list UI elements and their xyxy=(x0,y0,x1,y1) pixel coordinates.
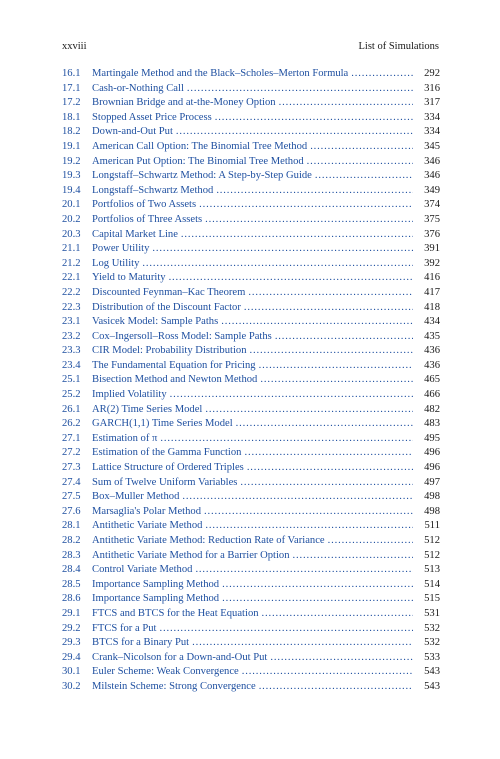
dot-leader xyxy=(244,301,413,316)
dot-leader xyxy=(259,680,413,695)
toc-entry[interactable] xyxy=(62,125,440,140)
entry-number[interactable]: 22.3 xyxy=(62,301,81,313)
entry-number[interactable]: 23.3 xyxy=(62,345,81,357)
entry-title-link[interactable]: Milstein Scheme: Strong Convergence xyxy=(92,680,256,692)
entry-title-link[interactable]: Longstaff–Schwartz Method: A Step-by-Step Guide xyxy=(92,170,312,182)
entry-page-number: 498 xyxy=(424,491,440,503)
dot-leader xyxy=(259,359,413,374)
entry-number[interactable]: 27.6 xyxy=(62,505,81,517)
entry-number[interactable]: 20.1 xyxy=(62,199,81,211)
toc-entry[interactable] xyxy=(62,417,440,432)
dot-leader xyxy=(222,592,413,607)
toc-entry[interactable] xyxy=(62,534,440,549)
dot-leader xyxy=(216,184,413,199)
entry-page-number: 532 xyxy=(424,637,440,649)
toc-entry[interactable] xyxy=(62,330,440,345)
entry-title-link[interactable]: The Fundamental Equation for Pricing xyxy=(92,359,256,371)
dot-leader xyxy=(160,432,413,447)
entry-number[interactable]: 29.1 xyxy=(62,607,81,619)
entry-title-link[interactable]: Implied Volatility xyxy=(92,389,167,401)
toc-entry[interactable] xyxy=(62,563,440,578)
entry-title-link[interactable]: Discounted Feynman–Kac Theorem xyxy=(92,286,246,298)
dot-leader xyxy=(221,315,413,330)
entry-number[interactable]: 19.4 xyxy=(62,184,81,196)
entry-number[interactable]: 17.1 xyxy=(62,82,81,94)
entry-page-number: 392 xyxy=(424,257,440,269)
entry-number[interactable]: 22.2 xyxy=(62,286,81,298)
toc-entry[interactable] xyxy=(62,301,440,316)
dot-leader xyxy=(250,344,414,359)
dot-leader xyxy=(176,125,413,140)
entry-page-number: 416 xyxy=(424,272,440,284)
dot-leader xyxy=(242,665,413,680)
entry-title-link[interactable]: Log Utility xyxy=(92,257,140,269)
entry-page-number: 533 xyxy=(424,651,440,663)
toc-entry[interactable] xyxy=(62,665,440,680)
entry-title-link[interactable]: GARCH(1,1) Time Series Model xyxy=(92,418,233,430)
entry-number[interactable]: 29.3 xyxy=(62,637,81,649)
entry-number[interactable]: 25.2 xyxy=(62,389,81,401)
entry-page-number: 375 xyxy=(424,213,440,225)
entry-number[interactable]: 17.2 xyxy=(62,97,81,109)
entry-title-link[interactable]: Importance Sampling Method xyxy=(92,593,220,605)
entry-number[interactable]: 27.5 xyxy=(62,491,81,503)
entry-page-number: 532 xyxy=(424,622,440,634)
dot-leader xyxy=(204,505,413,520)
toc-entry[interactable] xyxy=(62,140,440,155)
entry-page-number: 513 xyxy=(424,564,440,576)
entry-number[interactable]: 23.4 xyxy=(62,359,81,371)
entry-page-number: 434 xyxy=(424,316,440,328)
entry-number[interactable]: 21.1 xyxy=(62,243,81,255)
toc-entry[interactable] xyxy=(62,505,440,520)
entry-title-link[interactable]: Importance Sampling Method xyxy=(92,578,220,590)
header-page-number: xxviii xyxy=(62,41,87,52)
entry-title-link[interactable]: Antithetic Variate Method: Reduction Rate of Variance xyxy=(92,535,325,546)
entry-number[interactable]: 20.3 xyxy=(62,228,81,240)
toc-entry[interactable] xyxy=(62,592,440,607)
dot-leader xyxy=(279,96,413,111)
toc-entry[interactable] xyxy=(62,622,440,637)
entry-title-link[interactable]: CIR Model: Probability Distribution xyxy=(92,345,247,357)
entry-number[interactable]: 28.2 xyxy=(62,535,81,546)
entry-page-number: 376 xyxy=(424,228,440,240)
entry-title-link[interactable]: Portfolios of Three Assets xyxy=(92,213,203,225)
entry-number[interactable]: 21.2 xyxy=(62,257,81,269)
entry-number[interactable]: 28.5 xyxy=(62,578,81,590)
entry-number[interactable]: 27.2 xyxy=(62,447,81,459)
toc-entry[interactable] xyxy=(62,519,440,534)
dot-leader xyxy=(222,578,413,593)
entry-page-number: 465 xyxy=(424,374,440,386)
dot-leader xyxy=(240,476,413,491)
toc-entry[interactable] xyxy=(62,403,440,418)
entry-title-link[interactable]: Cash-or-Nothing Call xyxy=(92,82,184,94)
entry-title-link[interactable]: Antithetic Variate Method xyxy=(92,520,203,532)
entry-page-number: 512 xyxy=(424,549,440,561)
toc-entry[interactable] xyxy=(62,111,440,126)
entry-title-link[interactable]: Cox–Ingersoll–Ross Model: Sample Paths xyxy=(92,330,272,342)
entry-title-link[interactable]: Box–Muller Method xyxy=(92,491,180,503)
dot-leader xyxy=(270,651,413,666)
toc-entry[interactable] xyxy=(62,490,440,505)
entry-title-link[interactable]: Longstaff–Schwartz Method xyxy=(92,184,214,196)
entry-page-number: 498 xyxy=(424,505,440,517)
entry-page-number: 496 xyxy=(424,462,440,474)
entry-title-link[interactable]: American Put Option: The Binomial Tree Method xyxy=(92,155,304,167)
entry-page-number: 497 xyxy=(424,476,440,488)
dot-leader xyxy=(152,242,413,257)
entry-page-number: 418 xyxy=(424,301,440,313)
toc-entry[interactable] xyxy=(62,271,440,286)
entry-title-link[interactable]: Brownian Bridge and at-the-Money Option xyxy=(92,97,276,109)
entry-page-number: 512 xyxy=(424,535,440,546)
entry-number[interactable]: 28.1 xyxy=(62,520,81,532)
toc-entry[interactable] xyxy=(62,96,440,111)
toc-entry[interactable] xyxy=(62,228,440,243)
toc-entry[interactable] xyxy=(62,476,440,491)
entry-page-number: 482 xyxy=(424,403,440,415)
entry-page-number: 346 xyxy=(424,155,440,167)
entry-title-link[interactable]: Marsaglia's Polar Method xyxy=(92,505,202,517)
entry-page-number: 334 xyxy=(424,126,440,138)
entry-number[interactable]: 16.1 xyxy=(62,68,81,79)
toc-entry[interactable] xyxy=(62,549,440,564)
entry-page-number: 483 xyxy=(424,418,440,430)
toc-entry[interactable] xyxy=(62,359,440,374)
entry-page-number: 417 xyxy=(424,286,440,298)
entry-title-link[interactable]: BTCS for a Binary Put xyxy=(92,637,190,649)
entry-page-number: 511 xyxy=(424,520,440,532)
toc-entry[interactable] xyxy=(62,373,440,388)
entry-title-link[interactable]: Down-and-Out Put xyxy=(92,126,173,138)
list-of-simulations xyxy=(62,67,440,695)
toc-entry[interactable] xyxy=(62,680,440,695)
entry-title-link[interactable]: Capital Market Line xyxy=(92,228,178,240)
dot-leader xyxy=(315,169,413,184)
toc-entry[interactable] xyxy=(62,388,440,403)
entry-number[interactable]: 19.1 xyxy=(62,140,81,152)
entry-title-link[interactable]: Sum of Twelve Uniform Variables xyxy=(92,476,238,488)
entry-title-link[interactable]: Power Utility xyxy=(92,243,150,255)
entry-number[interactable]: 19.3 xyxy=(62,170,81,182)
toc-entry[interactable] xyxy=(62,607,440,622)
dot-leader xyxy=(170,388,413,403)
toc-entry[interactable] xyxy=(62,242,440,257)
entry-number[interactable]: 27.4 xyxy=(62,476,81,488)
dot-leader xyxy=(187,82,413,97)
toc-entry[interactable] xyxy=(62,67,440,82)
entry-title-link[interactable]: Control Variate Method xyxy=(92,564,193,576)
entry-title-link[interactable]: Estimation of π xyxy=(92,432,158,444)
dot-leader xyxy=(260,373,413,388)
toc-entry[interactable] xyxy=(62,286,440,301)
entry-page-number: 543 xyxy=(424,666,440,678)
entry-number[interactable]: 29.2 xyxy=(62,622,81,634)
dot-leader xyxy=(199,198,413,213)
entry-title-link[interactable]: Martingale Method and the Black–Scholes–Merton Formula xyxy=(92,68,349,79)
entry-page-number: 374 xyxy=(424,199,440,211)
entry-number[interactable]: 28.4 xyxy=(62,564,81,576)
entry-title-link[interactable]: Euler Scheme: Weak Convergence xyxy=(92,666,239,678)
entry-page-number: 515 xyxy=(424,593,440,605)
entry-number[interactable]: 23.1 xyxy=(62,316,81,328)
toc-entry[interactable] xyxy=(62,578,440,593)
dot-leader xyxy=(192,636,413,651)
dot-leader xyxy=(195,563,413,578)
toc-entry[interactable] xyxy=(62,155,440,170)
toc-entry[interactable] xyxy=(62,651,440,666)
dot-leader xyxy=(142,257,413,272)
toc-entry[interactable] xyxy=(62,344,440,359)
entry-page-number: 531 xyxy=(424,607,440,619)
dot-leader xyxy=(215,111,413,126)
entry-page-number: 391 xyxy=(424,243,440,255)
entry-number[interactable]: 18.1 xyxy=(62,111,81,123)
entry-number[interactable]: 30.1 xyxy=(62,666,81,678)
dot-leader xyxy=(205,403,413,418)
dot-leader xyxy=(159,622,413,637)
dot-leader xyxy=(247,461,413,476)
dot-leader xyxy=(244,446,413,461)
entry-page-number: 543 xyxy=(424,680,440,692)
entry-number[interactable]: 25.1 xyxy=(62,374,81,386)
toc-entry[interactable] xyxy=(62,461,440,476)
toc-entry[interactable] xyxy=(62,213,440,228)
entry-title-link[interactable]: Distribution of the Discount Factor xyxy=(92,301,241,313)
entry-title-link[interactable]: Portfolios of Two Assets xyxy=(92,199,197,211)
entry-page-number: 495 xyxy=(424,432,440,444)
entry-title-link[interactable]: Lattice Structure of Ordered Triples xyxy=(92,462,244,474)
dot-leader xyxy=(248,286,413,301)
entry-title-link[interactable]: Estimation of the Gamma Function xyxy=(92,447,242,459)
entry-page-number: 349 xyxy=(424,184,440,196)
entry-title-link[interactable]: Stopped Asset Price Process xyxy=(92,111,212,123)
entry-page-number: 496 xyxy=(424,447,440,459)
toc-entry[interactable] xyxy=(62,432,440,447)
header-running-title: List of Simulations xyxy=(358,41,439,52)
entry-title-link[interactable]: Bisection Method and Newton Method xyxy=(92,374,258,386)
entry-page-number: 466 xyxy=(424,389,440,401)
dot-leader xyxy=(182,490,413,505)
entry-title-link[interactable]: Crank–Nicolson for a Down-and-Out Put xyxy=(92,651,268,663)
entry-page-number: 435 xyxy=(424,330,440,342)
dot-leader xyxy=(236,417,413,432)
dot-leader xyxy=(205,519,413,534)
toc-entry[interactable] xyxy=(62,446,440,461)
toc-entry[interactable] xyxy=(62,82,440,97)
dot-leader xyxy=(262,607,413,622)
entry-page-number: 292 xyxy=(424,68,440,79)
toc-entry[interactable] xyxy=(62,184,440,199)
entry-number[interactable]: 18.2 xyxy=(62,126,81,138)
toc-entry[interactable] xyxy=(62,636,440,651)
entry-title-link[interactable]: AR(2) Time Series Model xyxy=(92,403,203,415)
entry-title-link[interactable]: FTCS and BTCS for the Heat Equation xyxy=(92,607,259,619)
toc-entry[interactable] xyxy=(62,257,440,272)
dot-leader xyxy=(181,228,413,243)
entry-page-number: 316 xyxy=(424,82,440,94)
entry-page-number: 346 xyxy=(424,170,440,182)
entry-number[interactable]: 26.2 xyxy=(62,418,81,430)
entry-page-number: 334 xyxy=(424,111,440,123)
entry-title-link[interactable]: Yield to Maturity xyxy=(92,272,166,284)
entry-page-number: 514 xyxy=(424,578,440,590)
dot-leader xyxy=(307,155,413,170)
dot-leader xyxy=(205,213,413,228)
entry-title-link[interactable]: American Call Option: The Binomial Tree Method xyxy=(92,140,308,152)
entry-number[interactable]: 20.2 xyxy=(62,213,81,225)
entry-number[interactable]: 19.2 xyxy=(62,155,81,167)
entry-page-number: 345 xyxy=(424,140,440,152)
entry-number[interactable]: 30.2 xyxy=(62,680,81,692)
entry-number[interactable]: 27.1 xyxy=(62,432,81,444)
entry-title-link[interactable]: Vasicek Model: Sample Paths xyxy=(92,316,219,328)
dot-leader xyxy=(328,534,413,549)
dot-leader xyxy=(351,67,413,82)
entry-number[interactable]: 26.1 xyxy=(62,403,81,415)
entry-number[interactable]: 28.6 xyxy=(62,593,81,605)
entry-number[interactable]: 28.3 xyxy=(62,549,81,561)
dot-leader xyxy=(169,271,413,286)
entry-number[interactable]: 27.3 xyxy=(62,462,81,474)
toc-entry[interactable] xyxy=(62,169,440,184)
entry-number[interactable]: 23.2 xyxy=(62,330,81,342)
entry-number[interactable]: 29.4 xyxy=(62,651,81,663)
entry-title-link[interactable]: Antithetic Variate Method for a Barrier Option xyxy=(92,549,290,561)
dot-leader xyxy=(310,140,413,155)
toc-entry[interactable] xyxy=(62,315,440,330)
entry-number[interactable]: 22.1 xyxy=(62,272,81,284)
entry-page-number: 436 xyxy=(424,359,440,371)
entry-page-number: 317 xyxy=(424,97,440,109)
dot-leader xyxy=(293,549,414,564)
running-header xyxy=(62,40,439,54)
entry-page-number: 436 xyxy=(424,345,440,357)
dot-leader xyxy=(275,330,413,345)
toc-entry[interactable] xyxy=(62,198,440,213)
entry-title-link[interactable]: FTCS for a Put xyxy=(92,622,157,634)
